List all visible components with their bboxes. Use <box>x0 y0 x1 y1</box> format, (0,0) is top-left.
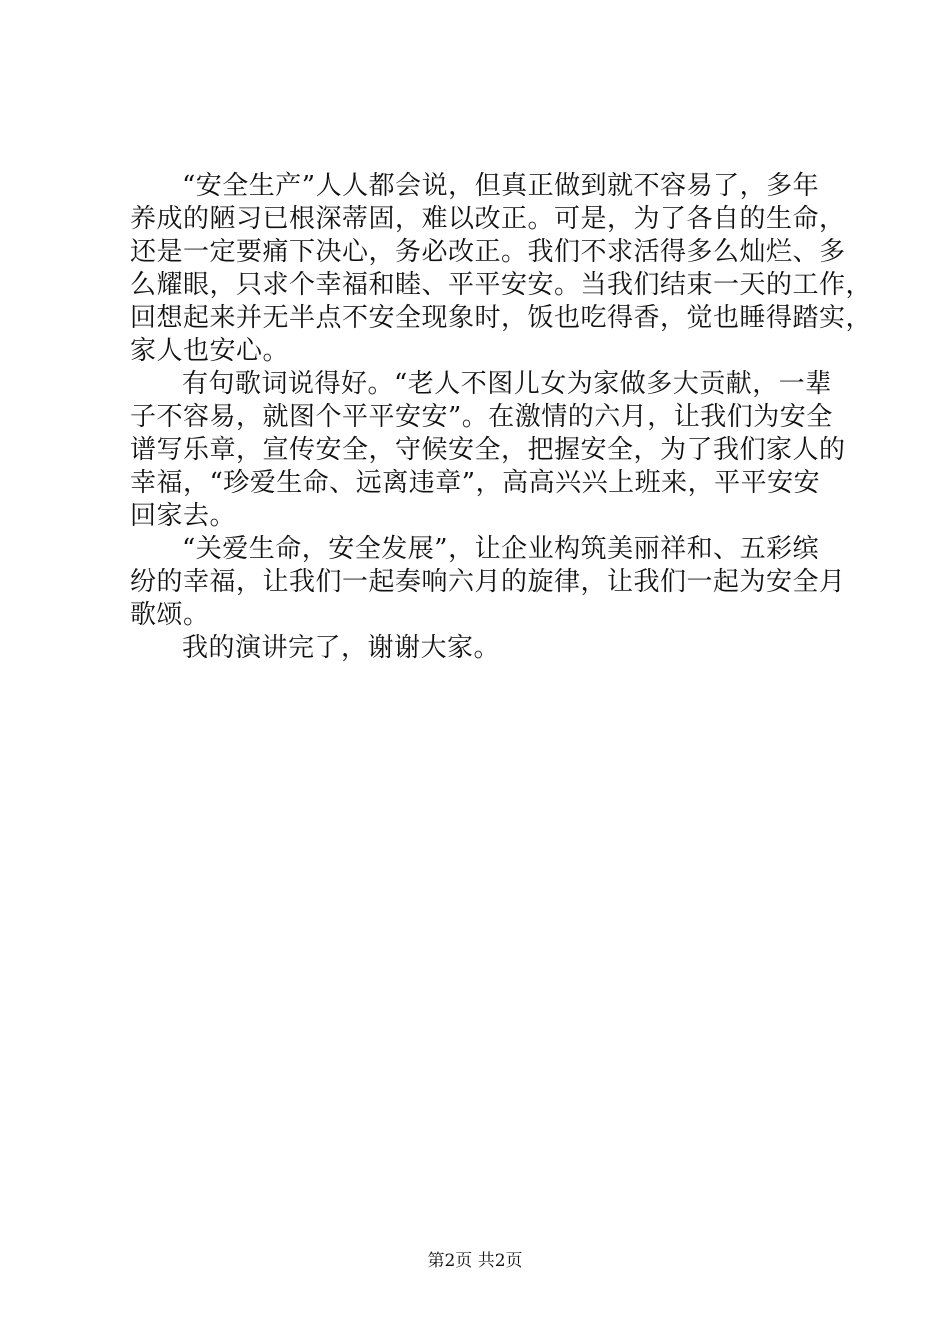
paragraph-4-line-1: 我的演讲完了，谢谢大家。 <box>182 633 501 663</box>
paragraph-2-line-3: 谱写乐章，宣传安全，守候安全，把握安全，为了我们家人的 <box>130 435 846 465</box>
paragraph-2-line-2: 子不容易，就图个平平安安”。在激情的六月，让我们为安全 <box>130 402 833 432</box>
paragraph-2-line-5: 回家去。 <box>130 501 237 531</box>
paragraph-1-line-6: 家人也安心。 <box>130 336 290 366</box>
paragraph-3-line-2: 纷的幸福，让我们一起奏响六月的旋律，让我们一起为安全月 <box>130 567 846 597</box>
paragraph-2-line-4: 幸福，“珍爱生命、远离违章”，高高兴兴上班来，平平安安 <box>130 468 821 498</box>
paragraph-1-line-5: 回想起来并无半点不安全现象时，饭也吃得香，觉也睡得踏实， <box>130 303 873 333</box>
paragraph-1-line-4: 么耀眼，只求个幸福和睦、平平安安。当我们结束一天的工作， <box>130 270 873 300</box>
paragraph-3-line-1: “关爱生命，安全发展”，让企业构筑美丽祥和、五彩缤 <box>182 534 820 564</box>
paragraph-1-line-3: 还是一定要痛下决心，务必改正。我们不求活得多么灿烂、多 <box>130 237 846 267</box>
paragraph-3-line-3: 歌颂。 <box>130 600 210 630</box>
page-number-footer: 第2页 共2页 <box>427 1251 523 1271</box>
paragraph-2-line-1: 有句歌词说得好。“老人不图儿女为家做多大贡献，一辈 <box>182 369 832 399</box>
paragraph-1-line-2: 养成的陋习已根深蒂固，难以改正。可是，为了各自的生命， <box>130 204 846 234</box>
document-body <box>130 170 873 665</box>
paragraph-1-line-1: “安全生产”人人都会说，但真正做到就不容易了，多年 <box>182 171 820 201</box>
